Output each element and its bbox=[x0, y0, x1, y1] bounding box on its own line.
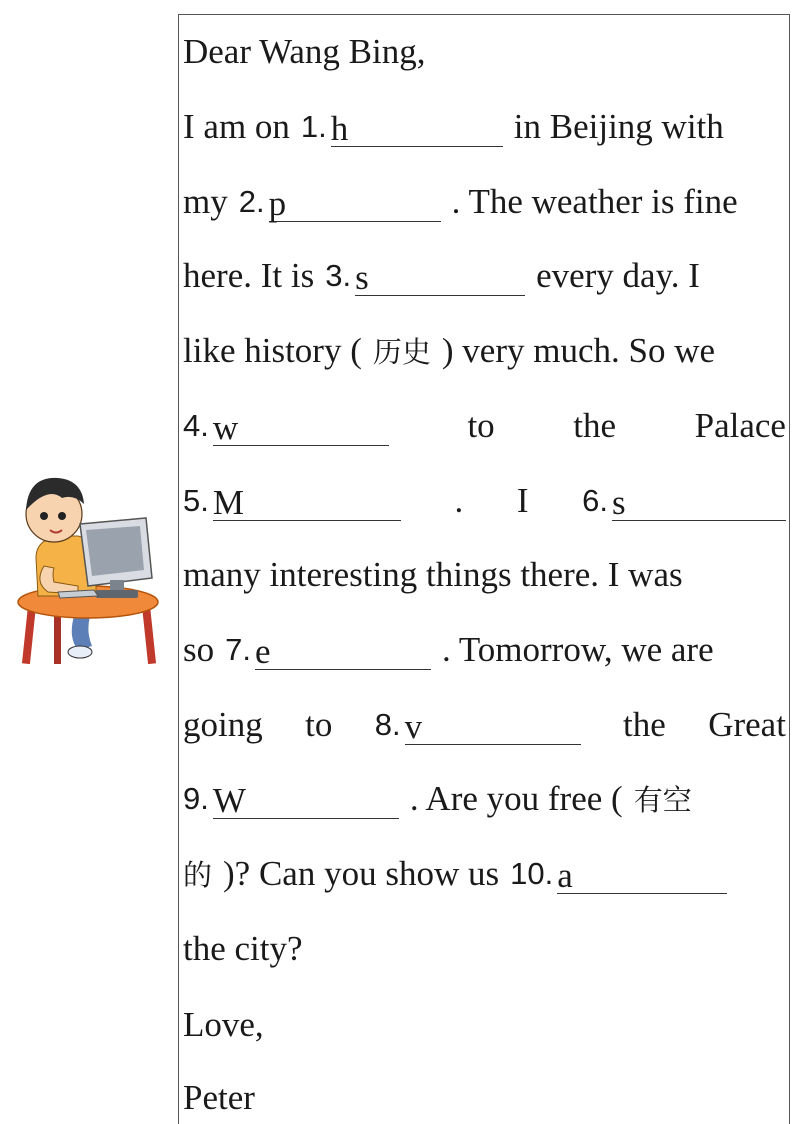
letter-signature: Peter bbox=[183, 1078, 255, 1117]
letter-text: 有空 bbox=[633, 783, 692, 817]
blank-number: 8. bbox=[374, 707, 401, 742]
blank-item bbox=[183, 481, 401, 521]
letter-text: to bbox=[305, 705, 333, 744]
letter-line bbox=[183, 846, 786, 894]
letter-text: in Beijing with bbox=[513, 107, 724, 146]
fill-in-blank[interactable]: s bbox=[355, 256, 525, 296]
letter-text: here. It is bbox=[183, 256, 315, 295]
blank-item bbox=[375, 705, 581, 745]
blank-number: 9. bbox=[183, 781, 209, 816]
fill-in-blank[interactable]: v bbox=[405, 705, 581, 745]
blank-item bbox=[225, 630, 431, 670]
blank-number: 5. bbox=[183, 483, 209, 518]
fill-in-blank[interactable]: a bbox=[557, 854, 727, 894]
letter-line bbox=[183, 99, 786, 147]
letter-text: )? Can you show us bbox=[223, 854, 500, 893]
letter-text: I am on bbox=[183, 107, 290, 146]
letter-text: I bbox=[516, 481, 529, 520]
letter-line bbox=[183, 771, 786, 819]
letter-text: 的 bbox=[183, 858, 213, 892]
letter-text: so bbox=[183, 630, 215, 669]
blank-number: 1. bbox=[300, 109, 327, 144]
letter-text: every day. I bbox=[536, 256, 700, 295]
letter-line bbox=[183, 921, 786, 969]
blank-item bbox=[301, 107, 503, 147]
fill-in-blank[interactable]: h bbox=[331, 107, 503, 147]
letter-text: the city? bbox=[183, 929, 303, 968]
fill-in-blank[interactable]: w bbox=[213, 406, 389, 446]
letter-text: ) very much. So we bbox=[441, 331, 716, 370]
fill-in-blank[interactable]: s bbox=[612, 481, 786, 521]
blank-item bbox=[183, 779, 399, 819]
letter-line bbox=[183, 323, 786, 371]
blank-number: 4. bbox=[183, 408, 209, 443]
letter-text: Palace bbox=[694, 406, 786, 445]
fill-in-blank[interactable]: e bbox=[255, 630, 431, 670]
letter-text: my bbox=[183, 182, 228, 221]
letter-text: 历史 bbox=[372, 335, 431, 369]
blank-item bbox=[582, 481, 786, 521]
letter-text: the bbox=[623, 705, 666, 744]
letter-line bbox=[183, 174, 786, 222]
letter-text: . bbox=[454, 481, 464, 520]
letter-line bbox=[183, 248, 786, 296]
letter-text: like history ( bbox=[183, 331, 362, 370]
blank-number: 7. bbox=[225, 632, 251, 667]
letter-closing: Love, bbox=[183, 1005, 264, 1044]
blank-number: 10. bbox=[510, 856, 554, 891]
letter-line bbox=[183, 473, 786, 521]
blank-item bbox=[325, 256, 525, 296]
letter-text: . Tomorrow, we are bbox=[441, 630, 714, 669]
letter-text: to bbox=[467, 406, 495, 445]
fill-in-blank[interactable]: W bbox=[213, 779, 399, 819]
boy-at-computer-icon bbox=[14, 466, 164, 670]
letter-text: Great bbox=[708, 705, 786, 744]
letter-greeting: Dear Wang Bing, bbox=[183, 32, 426, 71]
letter-text: . The weather is fine bbox=[451, 182, 738, 221]
blank-number: 3. bbox=[325, 258, 352, 293]
fill-in-blank[interactable]: p bbox=[269, 182, 441, 222]
letter-text: . Are you free ( bbox=[409, 779, 623, 818]
blank-number: 2. bbox=[238, 184, 265, 219]
letter-text: going bbox=[183, 705, 263, 744]
blank-item bbox=[239, 182, 441, 222]
letter-text: the bbox=[573, 406, 617, 445]
letter-line bbox=[183, 547, 786, 595]
letter-line bbox=[183, 697, 786, 745]
letter-line bbox=[183, 622, 786, 670]
blank-item bbox=[183, 406, 389, 446]
letter-text: many interesting things there. I was bbox=[183, 555, 683, 594]
letter-line bbox=[183, 398, 786, 446]
blank-number: 6. bbox=[582, 483, 608, 518]
blank-item bbox=[510, 854, 727, 894]
fill-in-blank[interactable]: M bbox=[213, 481, 401, 521]
